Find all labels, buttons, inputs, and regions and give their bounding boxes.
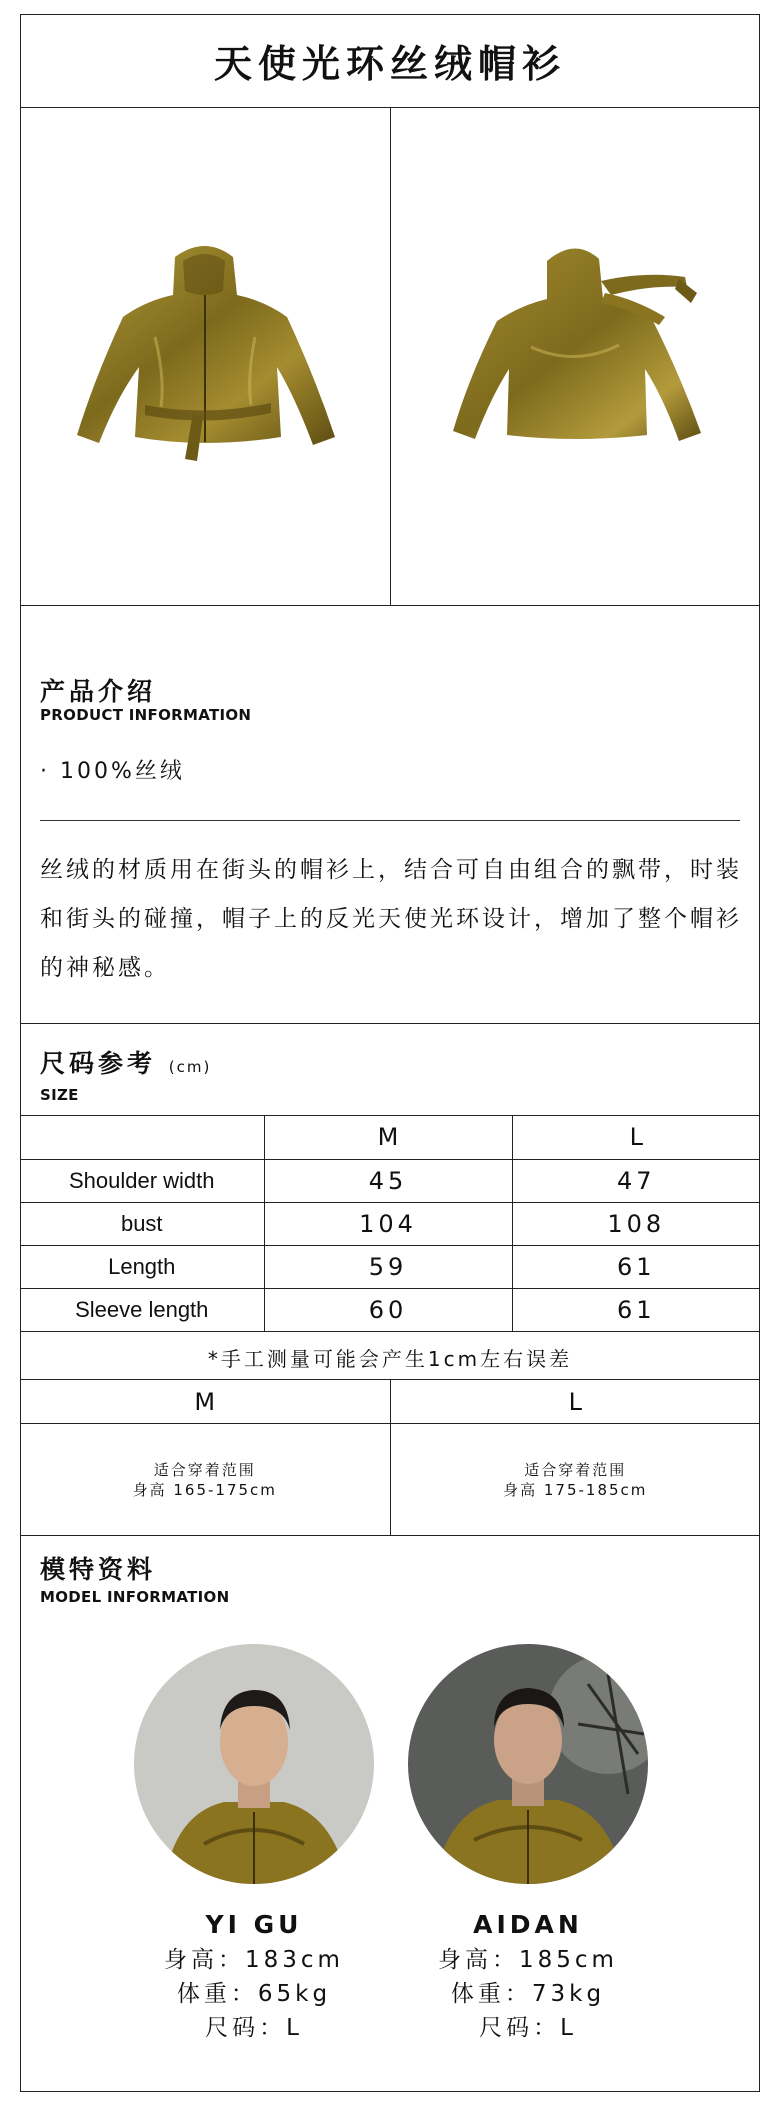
- fit-column-m: [20, 1380, 390, 1535]
- model-info-subheading: MODEL INFORMATION: [40, 1588, 230, 1606]
- product-info-heading: 产品介绍: [40, 677, 157, 706]
- product-info-section: [20, 606, 760, 1024]
- model-weight: 体重：73kg: [450, 1981, 606, 2007]
- table-cell: 104: [264, 1202, 512, 1245]
- fit-range-text: [391, 1424, 761, 1535]
- hoodie-front-image: [65, 237, 345, 477]
- size-table-header: [20, 1116, 760, 1159]
- size-heading: [40, 1044, 211, 1080]
- model-weight: 体重：65kg: [176, 1981, 332, 2007]
- table-cell: 59: [264, 1245, 512, 1288]
- size-unit: (cm): [168, 1058, 212, 1076]
- hoodie-back-image: [435, 237, 715, 477]
- table-cell: 61: [512, 1288, 760, 1331]
- back-view-photo: [390, 108, 761, 605]
- table-cell: 47: [512, 1159, 760, 1202]
- model-info-section: [20, 1536, 760, 2092]
- product-photos: [20, 108, 760, 606]
- header-cell: L: [512, 1116, 760, 1159]
- size-heading-text: 尺码参考: [40, 1049, 157, 1078]
- measurement-note: *手工测量可能会产生1cm左右误差: [20, 1336, 760, 1380]
- fit-range-height: 身高 175-185cm: [503, 1480, 648, 1499]
- model-portrait-image: [134, 1644, 374, 1884]
- model-height: 身高：185cm: [438, 1947, 618, 1973]
- fit-range-height: 身高 165-175cm: [132, 1480, 277, 1499]
- page-title: 天使光环丝绒帽衫: [213, 42, 566, 86]
- table-cell: 45: [264, 1159, 512, 1202]
- fit-range-title: 适合穿着范围: [524, 1460, 627, 1479]
- fit-range-title: 适合穿着范围: [153, 1460, 256, 1479]
- model-avatar: [134, 1644, 374, 1884]
- size-section-header: [20, 1024, 760, 1116]
- row-label: Length: [20, 1245, 264, 1288]
- fit-column-l: [390, 1380, 761, 1535]
- header-cell: M: [264, 1116, 512, 1159]
- model-avatar: [408, 1644, 648, 1884]
- table-row: [20, 1245, 760, 1288]
- table-row: [20, 1202, 760, 1245]
- front-view-photo: [20, 108, 390, 605]
- size-subheading: SIZE: [40, 1086, 79, 1104]
- model-size: 尺码：L: [205, 2015, 303, 2041]
- row-label: Shoulder width: [20, 1159, 264, 1202]
- product-info-subheading: PRODUCT INFORMATION: [40, 706, 252, 724]
- fit-size-label: M: [20, 1380, 390, 1424]
- fit-range-section: [20, 1380, 760, 1536]
- title-bar: [20, 14, 760, 108]
- fit-size-label: L: [391, 1380, 761, 1424]
- row-label: bust: [20, 1202, 264, 1245]
- model-size: 尺码：L: [479, 2015, 577, 2041]
- model-name: YI GU: [205, 1910, 303, 1939]
- table-cell: 108: [512, 1202, 760, 1245]
- table-cell: 60: [264, 1288, 512, 1331]
- model-stats: [408, 1943, 648, 2045]
- model-portrait-image: [408, 1644, 648, 1884]
- model-height: 身高：183cm: [164, 1947, 344, 1973]
- model-name: AIDAN: [473, 1910, 583, 1939]
- divider: [40, 820, 740, 821]
- size-table: [20, 1116, 760, 1332]
- fit-range-text: [20, 1424, 390, 1535]
- model-card-yi-gu: [134, 1644, 374, 2045]
- product-description: 丝绒的材质用在街头的帽衫上，结合可自由组合的飘带，时装和街头的碰撞，帽子上的反光天使光环设计，增加了整个帽衫的神秘感。: [40, 857, 742, 981]
- model-stats: [134, 1943, 374, 2045]
- model-card-aidan: [408, 1644, 648, 2045]
- model-info-heading: 模特资料: [40, 1555, 157, 1584]
- table-cell: 61: [512, 1245, 760, 1288]
- table-row: [20, 1159, 760, 1202]
- row-label: Sleeve length: [20, 1288, 264, 1331]
- header-cell: [20, 1116, 264, 1159]
- table-row: [20, 1288, 760, 1331]
- material-text: · 100%丝绒: [40, 759, 185, 784]
